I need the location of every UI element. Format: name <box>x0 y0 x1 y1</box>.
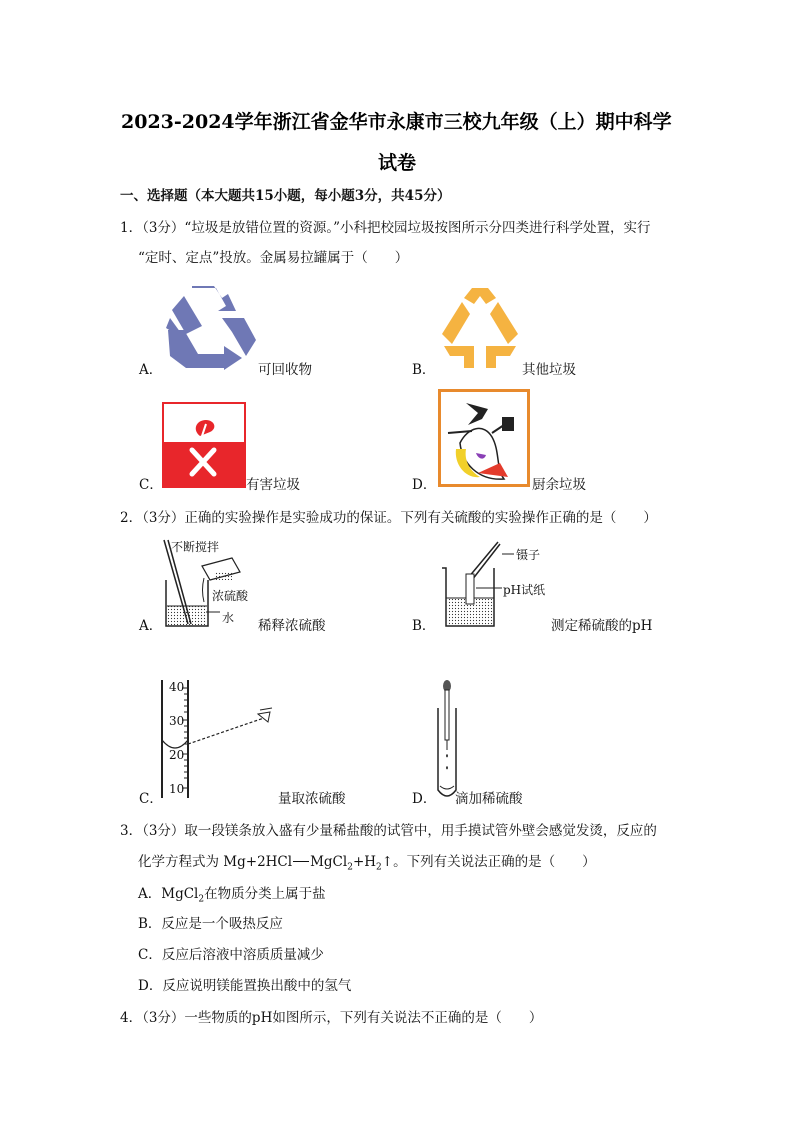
q4-stem: 4．（3分）一些物质的pH如图所示，下列有关说法不正确的是（ ） <box>120 1010 543 1026</box>
q3-option-b: B．反应是一个吸热反应 <box>138 916 283 932</box>
cylinder-tick-20: 20 <box>169 748 185 762</box>
tweezers-annotation: 镊子 <box>516 548 541 562</box>
concentrated-acid-annotation: 浓硫酸 <box>212 589 249 603</box>
q1-option-d-label: 厨余垃圾 <box>532 477 586 493</box>
q2-option-b-label: 测定稀硫酸的pH <box>551 618 653 634</box>
q2-option-c-letter: C． <box>139 791 163 807</box>
q3-stem-line2 <box>138 854 596 876</box>
q2-option-d-letter: D． <box>412 791 437 807</box>
q2-option-d-label: 滴加稀硫酸 <box>455 791 523 807</box>
q1-stem-line2: “定时、定点”投放。金属易拉罐属于（ ） <box>138 250 409 266</box>
equation-h: +H <box>352 854 377 870</box>
q3-option-d: D．反应说明镁能置换出酸中的氢气 <box>138 978 352 994</box>
equals-sign <box>293 861 309 862</box>
hazardous-waste-icon <box>162 402 246 488</box>
cylinder-tick-40: 40 <box>169 680 185 694</box>
page-title: 2023-2024学年浙江省金华市永康市三校九年级（上）期中科学 <box>121 111 672 133</box>
subscript: 2 <box>376 862 382 873</box>
q2-stem: 2．（3分）正确的实验操作是实验成功的保证。下列有关硫酸的实验操作正确的是（ ） <box>120 510 657 526</box>
page-title-continued: 试卷 <box>378 152 417 174</box>
q1-option-a-label: 可回收物 <box>258 362 312 378</box>
q1-option-b-label: 其他垃圾 <box>522 362 576 378</box>
q3-option-a-pre: A．MgCl <box>138 886 199 902</box>
recycle-icon <box>162 284 258 370</box>
q2-option-b-letter: B． <box>412 618 436 634</box>
q1-option-b-letter: B． <box>412 362 436 378</box>
subscript: 2 <box>198 894 205 905</box>
other-waste-icon <box>438 284 522 370</box>
q2-option-a-label: 稀释浓硫酸 <box>258 618 326 634</box>
water-annotation: 水 <box>222 611 235 625</box>
equation-mgcl: MgCl <box>310 854 348 870</box>
q1-option-c-label: 有害垃圾 <box>246 477 300 493</box>
subscript: 2 <box>347 862 353 873</box>
q2-option-a-letter: A． <box>139 618 163 634</box>
q3-option-a <box>138 886 326 908</box>
ph-paper-annotation: pH试纸 <box>503 583 546 597</box>
q3-stem-line1: 3．（3分）取一段镁条放入盛有少量稀盐酸的试管中，用手摸试管外壁会感觉发烫，反应的 <box>120 823 657 839</box>
q3-option-a-post: 在物质分类上属于盐 <box>204 886 326 902</box>
q3-option-c: C．反应后溶液中溶质质量减少 <box>138 947 324 963</box>
stirring-annotation: 不断搅拌 <box>171 540 220 554</box>
equation-left: 化学方程式为 Mg+2HCl <box>138 854 293 870</box>
q1-option-d-letter: D． <box>412 477 437 493</box>
q1-option-a-letter: A． <box>139 362 163 378</box>
equation-tail: ↑。下列有关说法正确的是（ ） <box>381 854 596 870</box>
kitchen-waste-icon <box>438 389 530 487</box>
q1-option-c-letter: C． <box>139 477 163 493</box>
q2-option-c-label: 量取浓硫酸 <box>278 791 346 807</box>
section-heading: 一、选择题（本大题共15小题，每小题3分，共45分） <box>120 188 451 204</box>
q1-stem-line1: 1．（3分）“垃圾是放错位置的资源。”小科把校园垃圾按图所示分四类进行科学处置，实行 <box>120 220 651 236</box>
dropper-test-tube-diagram <box>432 678 462 802</box>
cylinder-tick-30: 30 <box>169 714 185 728</box>
cylinder-tick-10: 10 <box>169 782 185 796</box>
